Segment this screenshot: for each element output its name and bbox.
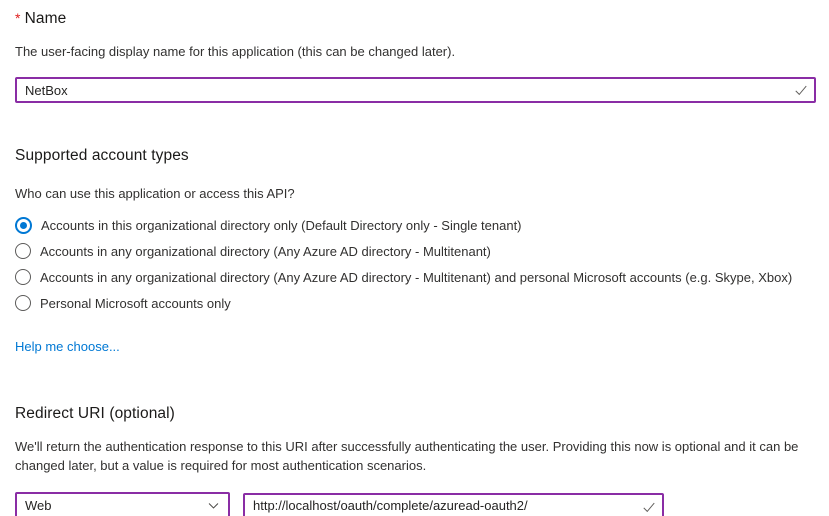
redirect-uri-title: Redirect URI (optional) [15, 405, 175, 422]
redirect-uri-input[interactable] [243, 493, 664, 516]
radio-option-multitenant[interactable] [15, 238, 815, 264]
redirect-uri-description: We'll return the authentication response to this URI after successfully authenticating the user. Providing this now is optional and it can be changed later, but a value is required for most authentication scenarios. [15, 439, 799, 473]
radio-button-icon[interactable] [15, 269, 31, 285]
account-types-radio-group [15, 212, 815, 316]
radio-option-multitenant-personal[interactable] [15, 264, 815, 290]
radio-button-icon[interactable] [15, 243, 31, 259]
radio-button-icon[interactable] [15, 295, 31, 311]
radio-option-label: Accounts in any organizational directory (Any Azure AD directory - Multitenant) and personal Microsoft accounts (e.g. Skype, Xbox) [40, 269, 793, 285]
platform-select[interactable] [15, 492, 230, 516]
name-input[interactable] [15, 77, 816, 103]
account-types-title: Supported account types [15, 147, 189, 164]
platform-select-value: Web [25, 498, 52, 513]
radio-option-single-tenant[interactable] [15, 212, 815, 238]
required-marker: * [15, 10, 21, 26]
name-section [15, 10, 815, 103]
radio-option-label: Accounts in this organizational directory only (Default Directory only - Single tenant) [41, 217, 522, 233]
redirect-uri-section [15, 405, 815, 516]
chevron-down-icon [207, 499, 220, 512]
radio-option-label: Personal Microsoft accounts only [40, 295, 231, 311]
radio-option-personal-only[interactable] [15, 290, 815, 316]
radio-option-label: Accounts in any organizational directory (Any Azure AD directory - Multitenant) [40, 243, 491, 259]
help-me-choose-link[interactable]: Help me choose... [15, 339, 120, 354]
name-section-title [15, 10, 815, 28]
name-description: The user-facing display name for this application (this can be changed later). [15, 44, 456, 59]
account-types-question: Who can use this application or access this API? [15, 186, 295, 201]
redirect-uri-controls [15, 492, 815, 516]
radio-button-icon[interactable] [15, 217, 32, 234]
supported-account-types-section [15, 147, 815, 356]
name-title-text: Name [24, 10, 67, 27]
